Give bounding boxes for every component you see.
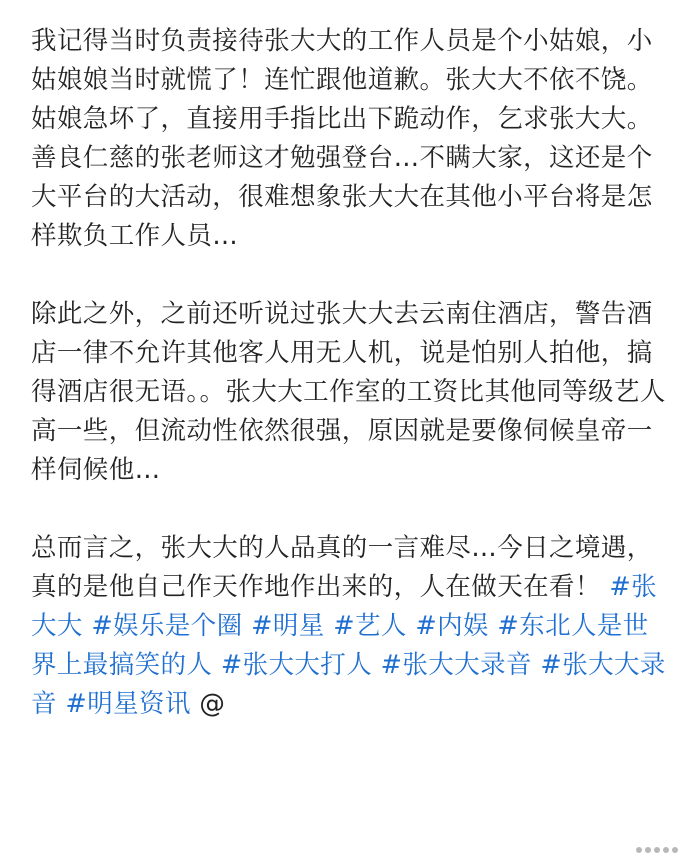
hashtag-mingxing[interactable]: #明星: [251, 611, 325, 641]
hashtag-mingxing-zixun[interactable]: #明星资讯: [65, 689, 191, 719]
hashtag-yiren[interactable]: #艺人: [333, 611, 407, 641]
tag-separator: [212, 650, 221, 680]
hashtag-zhangdada[interactable]: #张大大: [31, 572, 657, 641]
tag-separator: [325, 611, 334, 641]
more-dots-icon: [636, 847, 678, 853]
post-paragraph-2: 除此之外，之前还听说过张大大去云南住酒店，警告酒店一律不允许其他客人用无人机，说是怕别人拍他，搞得酒店很无语。。张大大工作室的工资比其他同等级艺人高一些，但流动性依然很强，原因就是要像伺候皇帝一样伺候他…: [31, 299, 666, 485]
dot: [636, 847, 642, 853]
hashtag-zhangdada-luyin[interactable]: #张大大录音: [380, 650, 532, 680]
hashtag-yule-shi-ge-quan[interactable]: #娱乐是个圈: [91, 611, 243, 641]
post-paragraph-3-text: 总而言之，张大大的人品真的一言难尽…今日之境遇，真的是他自己作天作地作出来的，人在做天在看！: [31, 533, 653, 602]
dot: [663, 847, 669, 853]
hashtag-zhangdada-daren[interactable]: #张大大打人: [220, 650, 373, 680]
tag-separator: [372, 650, 381, 680]
hashtag-zhangdada-luyin-2[interactable]: #张大大录音: [31, 650, 666, 719]
tag-separator: [243, 611, 252, 641]
hashtag-dongbeiren[interactable]: #东北人是世界上最搞笑的人: [31, 611, 649, 680]
hashtag-neiyu[interactable]: #内娱: [415, 611, 489, 641]
post-paragraph-3: [31, 529, 666, 724]
post-body: [31, 22, 666, 724]
mention-at[interactable]: @: [199, 689, 226, 719]
dot: [654, 847, 660, 853]
dot: [645, 847, 651, 853]
dot: [672, 847, 678, 853]
post-paragraph-1: 我记得当时负责接待张大大的工作人员是个小姑娘，小姑娘娘当时就慌了！连忙跟他道歉。张大大不依不饶。姑娘急坏了，直接用手指比出下跪动作，乞求张大大。善良仁慈的张老师这才勉强登台…不瞒大家，这还是个大平台的大活动，很难想象张大大在其他小平台将是怎样欺负工作人员…: [31, 26, 653, 251]
